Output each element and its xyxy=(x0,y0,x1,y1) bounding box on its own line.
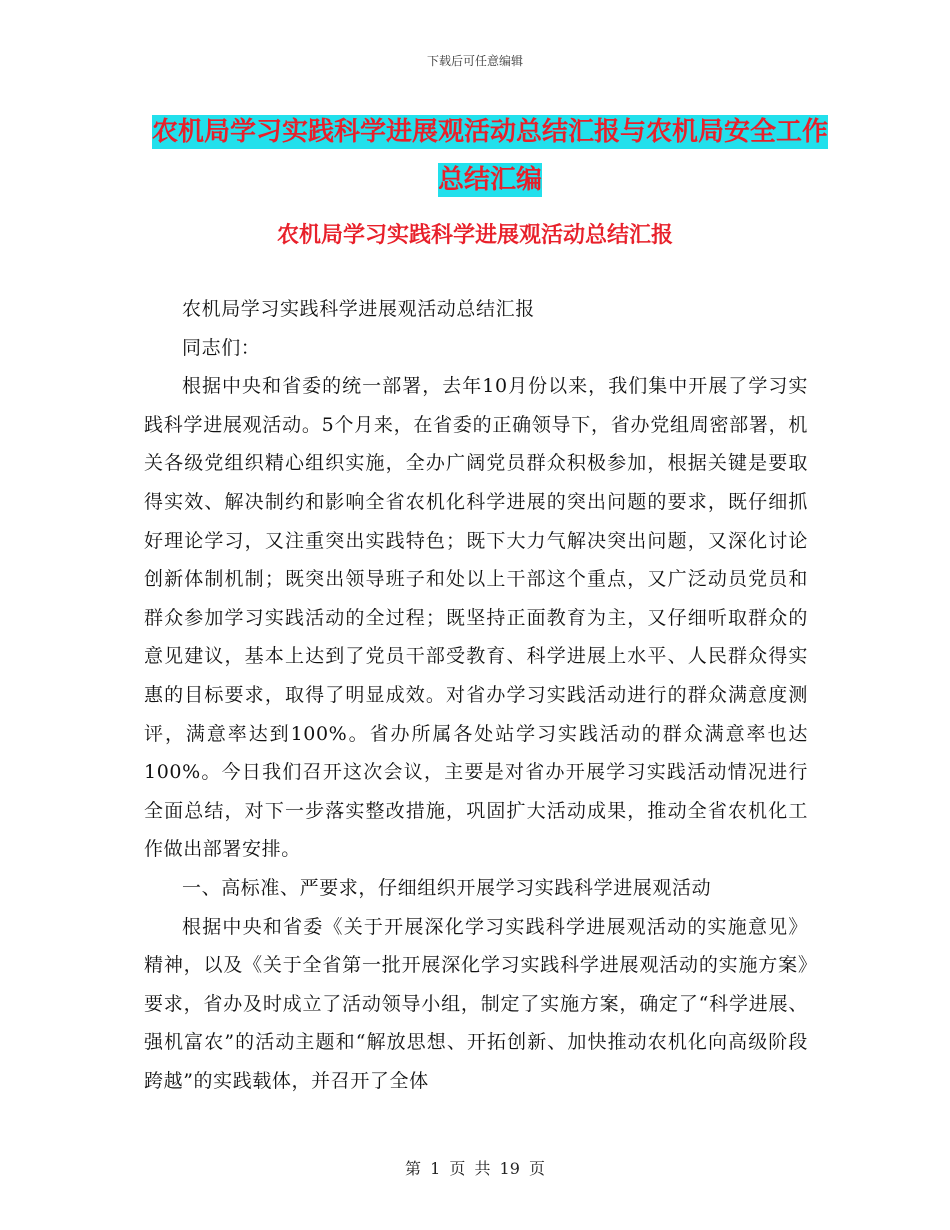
body-paragraph: 农机局学习实践科学进展观活动总结汇报 xyxy=(182,298,535,320)
document-subtitle: 农机局学习实践科学进展观活动总结汇报 xyxy=(276,222,673,248)
body-paragraph: 根据中央和省委《关于开展深化学习实践科学进展观活动的实施意见》精神，以及《关于全省第一批开展深化学习实践科学进展观活动的实施方案》要求，省办及时成立了活动领导小组，制定了实施方案，确定了“科学进展、强机富农”的活动主题和“解放思想、开拓创新、加快推动农机化向高级阶段跨越”的实践载体，并召开了全体 xyxy=(144,915,808,1092)
body-paragraph: 同志们： xyxy=(182,336,261,359)
section-heading: 一、高标准、严要求，仔细组织开展学习实践科学进展观活动 xyxy=(182,876,712,899)
page-header-note: 下载后可任意编辑 xyxy=(426,54,523,68)
document-title xyxy=(140,108,840,204)
document-body xyxy=(144,290,808,1100)
page-footer: 第 1 页 共 19 页 xyxy=(405,1159,545,1178)
body-paragraph: 根据中央和省委的统一部署，去年10月份以来，我们集中开展了学习实践科学进展观活动。5个月来，在省委的正确领导下，省办党组周密部署，机关各级党组织精心组织实施，全办广阔党员群众积极参加，根据关键是要取得实效、解决制约和影响全省农机化科学进展的突出问题的要求，既仔细抓好理论学习，又注重突出实践特色；既下大力气解决突出问题，又深化讨论创新体制机制；既突出领导班子和处以上干部这个重点，又广泛动员党员和群众参加学习实践活动的全过程；既坚持正面教育为主，又仔细听取群众的意见建议，基本上达到了党员干部受教育、科学进展上水平、人民群众得实惠的目标要求，取得了明显成效。对省办学习实践活动进行的群众满意度测评，满意率达到100%。省办所属各处站学习实践活动的群众满意率也达100%。今日我们召开这次会议，主要是对省办开展学习实践活动情况进行全面总结，对下一步落实整改措施，巩固扩大活动成果，推动全省农机化工作做出部署安排。 xyxy=(144,375,808,861)
document-title-text: 农机局学习实践科学进展观活动总结汇报与农机局安全工作总结汇编 xyxy=(151,117,828,195)
